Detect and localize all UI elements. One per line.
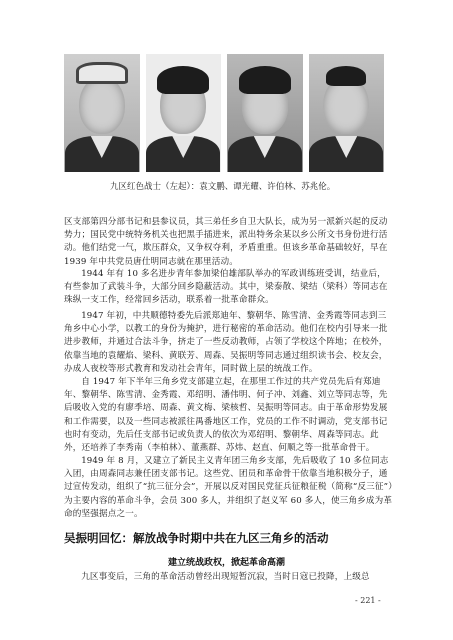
section-first-paragraph-block xyxy=(64,571,394,584)
paragraph-1-block xyxy=(64,216,394,269)
paragraph-4-block xyxy=(64,376,394,455)
photo-caption: 九区红色战士（左起）：袁文鹏、谭光耀、许伯林、苏兆伦。 xyxy=(110,182,336,192)
paragraph-3-block xyxy=(64,310,394,376)
section-title: 吴振明回忆：解放战争时期中共在九区三角乡的活动 xyxy=(64,531,329,545)
page-number: - 221 - xyxy=(355,596,381,605)
portrait-photo-2 xyxy=(146,54,222,172)
section-subtitle: 建立统战政权，掀起革命高潮 xyxy=(167,558,285,568)
portrait-photo-row xyxy=(64,54,384,172)
portrait-photo-1 xyxy=(64,54,140,172)
paragraph-5: 1949 年 8 月，又建立了新民主义青年团三角乡支部，先后吸收了 10 多位同志入团，由周森同志兼任团支部书记。这些党、团员和革命骨干依靠当地积极分子，通过宣传发动，组织了“抗三征分会”，开展以反对国民党征兵征粮征税（简称“反三征”）为主要内容的革命斗争，会员 300 多人，并组织了赵义军 60 多人，使三角乡成为革命的坚强据点之一。 xyxy=(64,456,393,519)
paragraph-1: 区支部第四分部书记和县参议员，其三弟任乡自卫大队长，成为另一派新兴起的反动势力；国民党中统特务机关也把黑手插进来，派出特务余某以乡公所文书身份进行活动。他们结党一气，欺压群众，又争权夺利，矛盾重重。但该乡革命基础较好，早在 1939 年中共党员唐仕明同志就在那里活动。 xyxy=(64,217,388,267)
paragraph-2: 1944 年有 10 多名进步青年参加梁伯雄部队举办的军政训练班受训，结业后，有些参加了武装斗争，大部分回乡隐蔽活动。其中，梁泰散、梁结（梁科）等同志在珠纵一支工作，经常回乡活动，联系着一批革命群众。 xyxy=(64,269,388,306)
paragraph-4: 自 1947 年下半年三角乡党支部建立起，在那里工作过的共产党员先后有郑迪年、黎朝华、陈雪清、金秀霞、邓绍明、潘伟明、何子冲、刘鑫、刘立等同志等，先后吸收入党的有廖季培、周森、黄文梅、梁核哲、吴振明等同志。由于革命形势发展和工作需要，以及一些同志被派往禺番地区工作，党员的工作不时调动，党支部书记也时有变动，先后任支部书记或负责人的依次为邓绍明、黎朝华、周森等同志。此外，还培养了李秀南（李柏林）、董燕群、苏炜、赵直、何顺之等一批革命骨干。 xyxy=(64,377,388,454)
paragraph-3: 1947 年初，中共顺德特委先后派郑迪年、黎朝华、陈雪清、金秀霞等同志到三角乡中心小学，以教工的身份为掩护，进行秘密的革命活动。他们在校内引导来一批进步教师，并通过合法斗争，挤走了一些反动教师，占领了学校这个阵地；在校外，依靠当地的袁耀焰、梁科、黄联芳、周森、吴振明等同志通过组织读书会、校友会，办成人夜校等形式教育和发动社会青年，同时做上层的统战工作。 xyxy=(64,311,388,374)
paragraph-2-block xyxy=(64,268,394,308)
paragraph-5-block xyxy=(64,455,394,521)
section-first-paragraph: 九区事变后，三角的革命活动曾经出现短暂沉寂，当时日寇已投降，上级总 xyxy=(81,572,370,582)
portrait-photo-3 xyxy=(227,54,303,172)
portrait-photo-4 xyxy=(309,54,385,172)
